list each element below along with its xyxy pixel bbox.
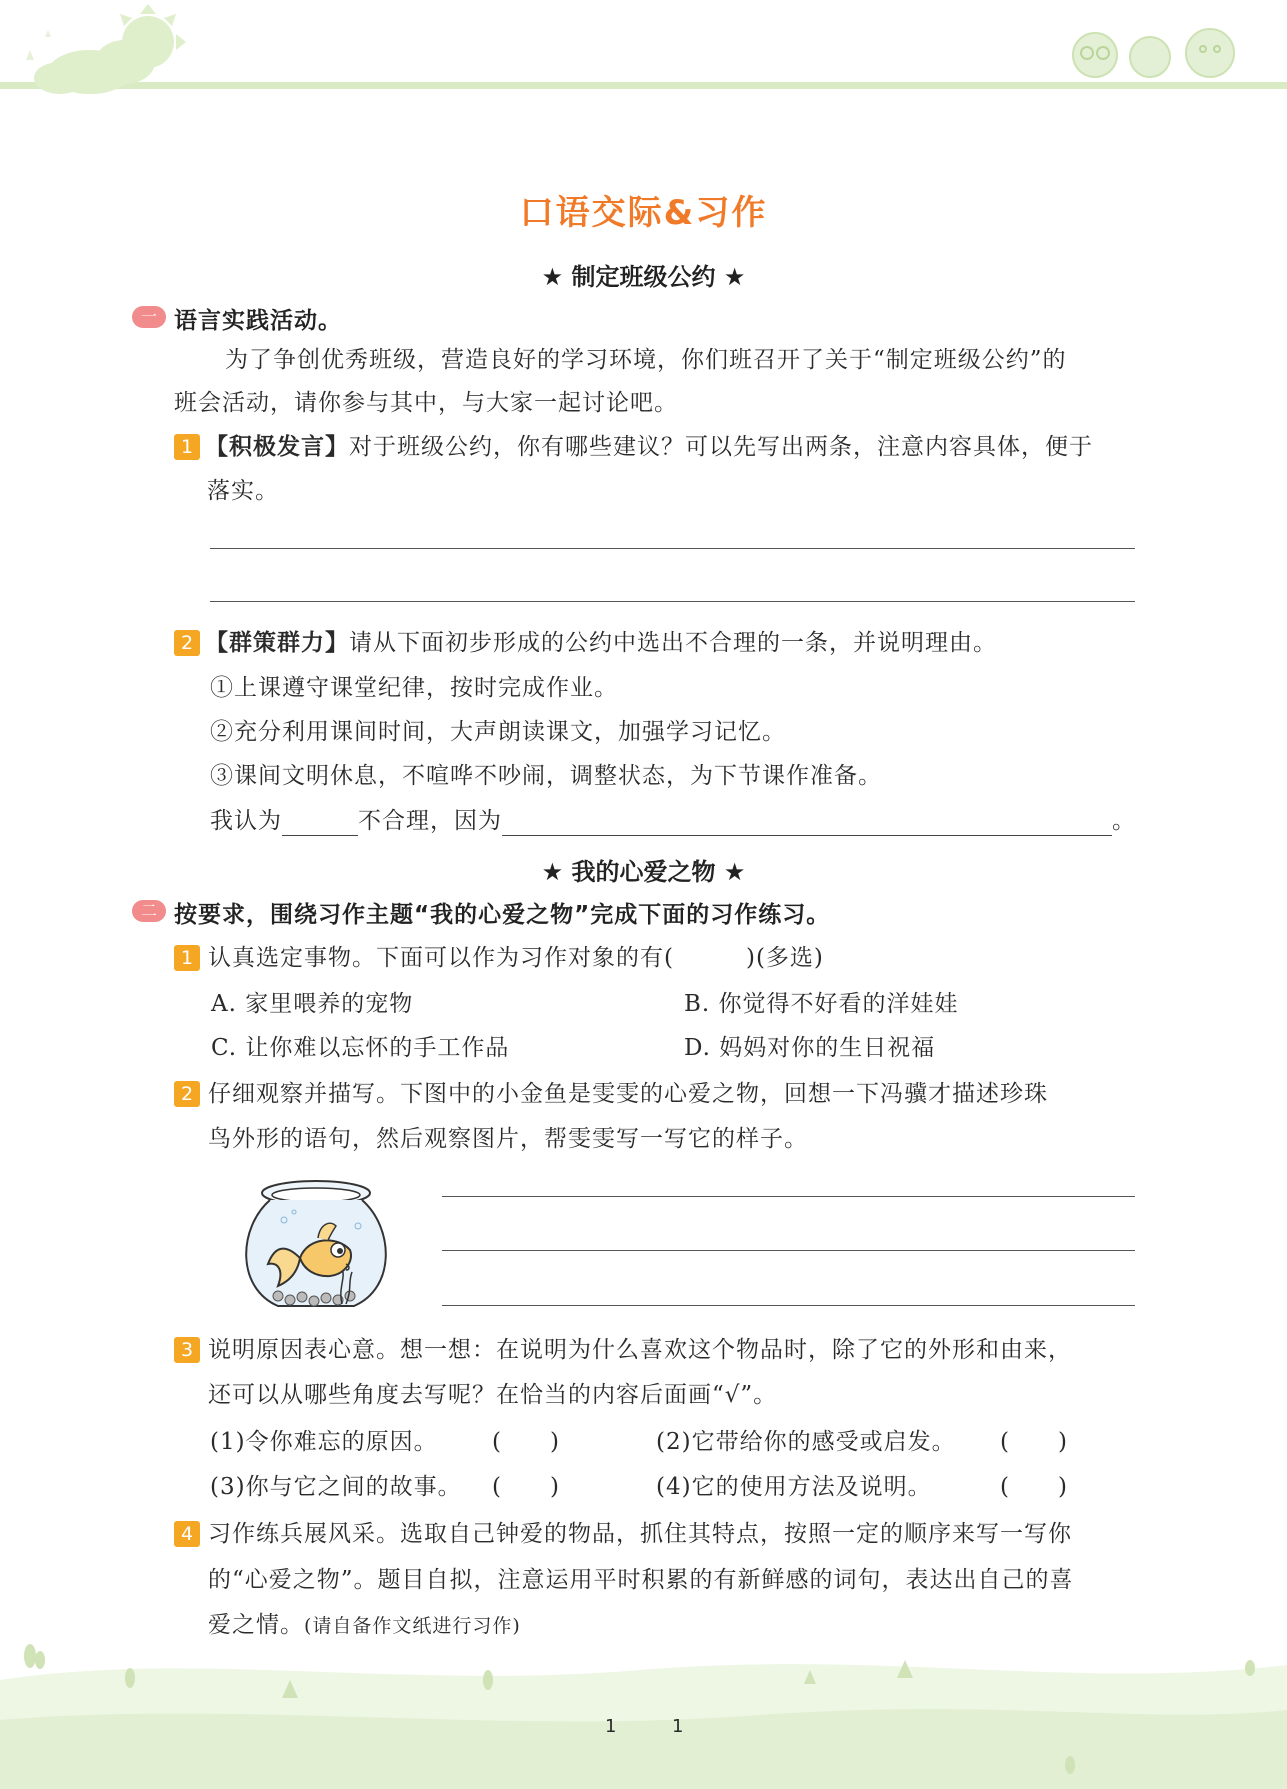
goldfish-bowl-illustration (238, 1178, 398, 1318)
option-d[interactable]: D. 妈妈对你的生日祝福 (684, 1035, 936, 1061)
intro-line-1: 为了争创优秀班级，营造良好的学习环境，你们班召开了关于“制定班级公约”的 (225, 347, 1067, 373)
question-4-text-line2: 的“心爱之物”。题目自拟，注意运用平时积累的有新鲜感的词句，表达出自己的喜 (208, 1567, 1074, 1593)
question-number-1: 1 (174, 945, 200, 971)
question-1-text-line2: 落实。 (207, 478, 279, 504)
rule-item: ①上课遵守课堂纪律，按时完成作业。 (210, 675, 618, 701)
sun-cloud-decoration (0, 0, 220, 110)
question-2-label: 【群策群力】 (205, 630, 349, 656)
question-3-text-line1: 说明原因表心意。想一想：在说明为什么喜欢这个物品时，除了它的外形和由来， (208, 1337, 1072, 1363)
question-1-body: 对于班级公约，你有哪些建议？可以先写出两条，注意内容具体，便于 (349, 434, 1093, 460)
question-1-body: 认真选定事物。下面可以作为习作对象的有( (208, 945, 674, 971)
check-paren[interactable]: ( ) (492, 1474, 560, 1500)
option-b[interactable]: B. 你觉得不好看的洋娃娃 (684, 991, 959, 1017)
question-4-end: 爱之情。 (208, 1612, 304, 1638)
answer-line[interactable] (442, 1250, 1135, 1251)
rule-item: ②充分利用课间时间，大声朗读课文，加强学习记忆。 (210, 719, 786, 745)
checklist-item: (3)你与它之间的故事。 (210, 1474, 462, 1500)
check-paren[interactable]: ( ) (1000, 1474, 1068, 1500)
option-c[interactable]: C. 让你难以忘怀的手工作品 (211, 1035, 510, 1061)
section-heading-class-rules: ★ 制定班级公约 ★ (541, 263, 746, 291)
section-title-2: 按要求，围绕习作主题“我的心爱之物”完成下面的习作练习。 (174, 902, 831, 928)
answer-blank-reason[interactable] (502, 809, 1112, 836)
question-number-3: 3 (174, 1337, 200, 1363)
answer-mid: 不合理，因为 (358, 808, 502, 834)
checklist-item: (1)令你难忘的原因。 (210, 1429, 438, 1455)
question-number-2: 2 (174, 630, 200, 656)
question-1-text (208, 943, 824, 973)
question-number-1: 1 (174, 434, 200, 460)
question-3-text-line2: 还可以从哪些角度去写呢？在恰当的内容后面画“√”。 (208, 1382, 778, 1408)
answer-end: 。 (1112, 808, 1136, 834)
answer-line[interactable] (442, 1196, 1135, 1197)
question-2-text-line2: 鸟外形的语句，然后观察图片，帮雯雯写一写它的样子。 (208, 1126, 808, 1152)
rule-item: ③课间文明休息，不喧哗不吵闹，调整状态，为下节课作准备。 (210, 763, 882, 789)
answer-prefix: 我认为 (210, 808, 282, 834)
option-a[interactable]: A. 家里喂养的宠物 (211, 991, 414, 1017)
section-title-1: 语言实践活动。 (174, 308, 342, 334)
question-number-2: 2 (174, 1081, 200, 1107)
page-number-left: 1 (605, 1716, 617, 1737)
animal-faces-decoration (1055, 15, 1255, 85)
checklist-item: (4)它的使用方法及说明。 (656, 1474, 932, 1500)
question-2-text-line1: 仔细观察并描写。下图中的小金鱼是雯雯的心爱之物，回想一下冯骥才描述珍珠 (208, 1081, 1048, 1107)
page-title: 口语交际&习作 (519, 193, 768, 233)
question-2-body: 请从下面初步形成的公约中选出不合理的一条，并说明理由。 (349, 630, 997, 656)
checklist-item: (2)它带给你的感受或启发。 (656, 1429, 956, 1455)
answer-line[interactable] (210, 601, 1135, 602)
answer-sentence (210, 806, 1136, 836)
check-paren[interactable]: ( ) (1000, 1429, 1068, 1455)
intro-line-2: 班会活动，请你参与其中，与大家一起讨论吧。 (174, 390, 678, 416)
question-1-label: 【积极发言】 (205, 434, 349, 460)
question-2-text (205, 628, 997, 658)
answer-line[interactable] (442, 1305, 1135, 1306)
question-1-end: )(多选) (745, 945, 824, 971)
question-number-4: 4 (174, 1521, 200, 1547)
answer-blank-choice[interactable] (282, 809, 358, 836)
landscape-footer-decoration (0, 1620, 1287, 1789)
section-tag-2: 二 (132, 900, 166, 922)
question-1-text (205, 432, 1093, 462)
check-paren[interactable]: ( ) (492, 1429, 560, 1455)
question-4-text-line1: 习作练兵展风采。选取自己钟爱的物品，抓住其特点，按照一定的顺序来写一写你 (208, 1521, 1072, 1547)
section-tag-1: 一 (132, 306, 166, 328)
answer-line[interactable] (210, 548, 1135, 549)
section-heading-beloved-object: ★ 我的心爱之物 ★ (541, 858, 746, 886)
question-4-note: (请自备作文纸进行习作) (304, 1615, 521, 1637)
page-number-right: 1 (672, 1716, 684, 1737)
